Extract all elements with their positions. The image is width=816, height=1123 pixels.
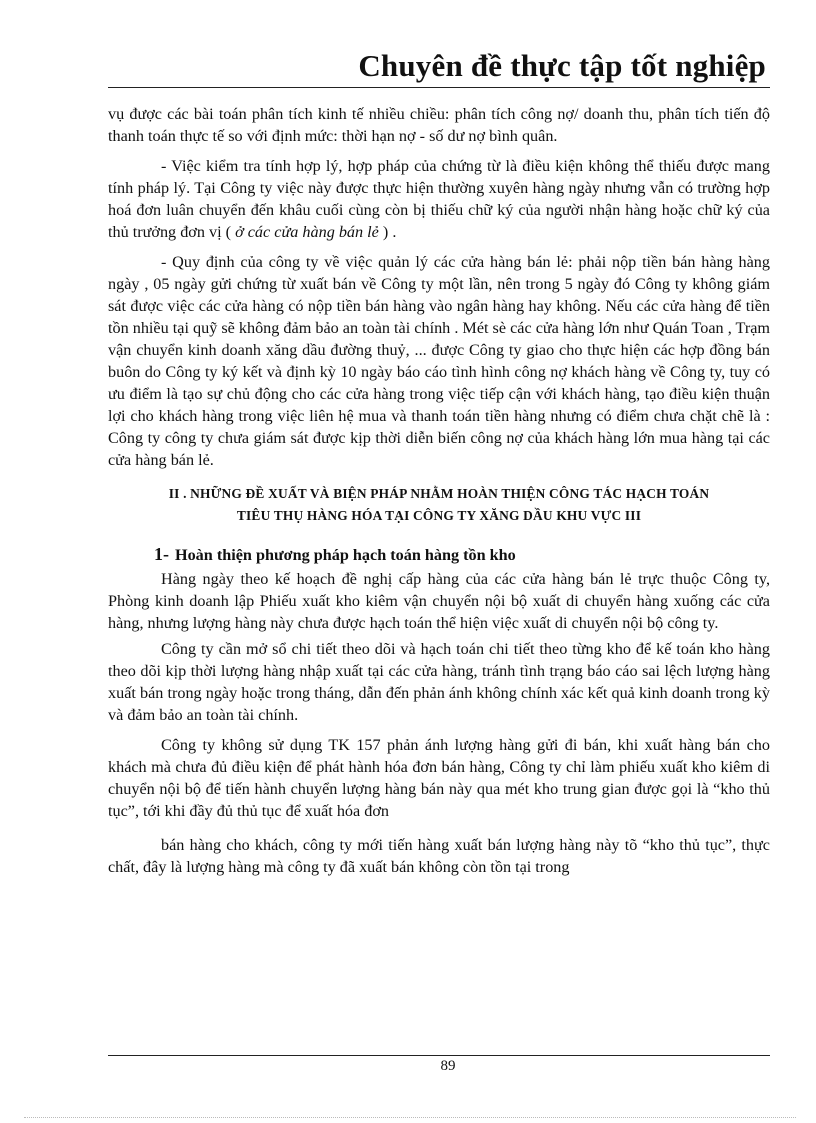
header-divider: [108, 87, 770, 88]
section-heading-line-2: TIÊU THỤ HÀNG HÓA TẠI CÔNG TY XĂNG DẦU KHU VỰC III: [236, 508, 642, 523]
page-header-title: Chuyên đề thực tập tốt nghiệp: [358, 48, 766, 83]
subsection-title: Hoàn thiện phương pháp hạch toán hàng tồn kho: [175, 546, 516, 564]
paragraph-2-italic: ở các cửa hàng bán lẻ: [231, 223, 379, 241]
page-edge-dotted-line: [24, 1117, 796, 1118]
footer-divider: [108, 1055, 770, 1056]
paragraph-4: Hàng ngày theo kế hoạch đề nghị cấp hàng của các cửa hàng bán lẻ trực thuộc Công ty, Phòng kinh doanh lập Phiếu xuất kho kiêm vận chuyển nội bộ xuất di chuyển hàng xuống các cửa hàng, nhưng lượng hàng này chưa được hạch toán thể hiện việc xuất di chuyển nội bộ công ty.: [108, 570, 770, 632]
paragraph-6: Công ty không sử dụng TK 157 phản ánh lượng hàng gửi đi bán, khi xuất hàng bán cho khách mà chưa đủ điều kiện để phát hành hóa đơn bán hàng, Công ty chỉ làm phiếu xuất kho kiêm di chuyển nội bộ để tiến hành chuyển lượng hàng bán này qua mét kho trung gian được gọi là “kho thủ tục”, tới khi đầy đủ thủ tục để xuất hóa đơn: [108, 736, 770, 820]
paragraph-3: - Quy định của công ty về việc quản lý các cửa hàng bán lẻ: phải nộp tiền bán hàng hàng ngày , 05 ngày gửi chứng từ xuất bán về Công ty một lần, nên trong 5 ngày đó Công ty không giám sát được việc các cửa hàng có nộp tiền bán hàng vào ngân hàng hay không. Nếu các cửa hàng để tiền tồn nhiều tại quỹ sẽ không đảm bảo an toàn tài chính . Mét sè các cửa hàng lớn như Quán Toan , Trạm vận chuyển kinh doanh xăng dầu đường thuỷ, ... được Công ty giao cho thực hiện các hợp đồng bán buôn do Công ty ký kết và định kỳ 10 ngày báo cáo tình hình công nợ khách hàng về Công ty, tuy có ưu điểm là tạo sự chủ động cho các cửa hàng trong việc tiếp cận với khách hàng, tạo điều kiện thuận lợi cho khách hàng trong việc liên hệ mua và thanh toán tiền hàng nhưng có điểm chưa chặt chẽ là : Công ty công ty chưa giám sát được kịp thời diễn biến công nợ của khách hàng lớn mua hàng tại các cửa hàng bán lẻ.: [108, 253, 770, 469]
paragraph-2: [108, 155, 770, 243]
document-body: [108, 103, 770, 878]
page-number: 89: [440, 1058, 456, 1074]
section-heading-line-1: II . NHỮNG ĐỀ XUẤT VÀ BIỆN PHÁP NHẰM HOÀN THIỆN CÔNG TÁC HẠCH TOÁN: [168, 486, 710, 501]
section-heading: [108, 483, 770, 527]
paragraph-7: bán hàng cho khách, công ty mới tiến hàng xuất bán lượng hàng này tõ “kho thủ tục”, thực chất, đây là lượng hàng mà công ty đã xuất bán không còn tồn tại trong: [108, 836, 770, 876]
subsection-heading: [154, 543, 770, 566]
paragraph-1: vụ được các bài toán phân tích kinh tế nhiều chiều: phân tích công nợ/ doanh thu, phân tích tiến độ thanh toán thực tế so với định mức: thời hạn nợ - số dư nợ bình quân.: [108, 105, 770, 145]
subsection-number: 1-: [154, 544, 169, 564]
paragraph-2-main: - Việc kiểm tra tính hợp lý, hợp pháp của chứng từ là điều kiện không thể thiếu được mang tính pháp lý. Tại Công ty việc này được thực hiện thường xuyên hàng ngày nhưng vẫn có trường hợp hoá đơn luân chuyển đến khâu cuối cùng còn bị thiếu chữ ký của người nhận hàng hoặc chữ ký của thủ trưởng đơn vị (: [108, 157, 770, 241]
paragraph-2-end: ) .: [378, 223, 397, 241]
paragraph-5: Công ty cần mở sổ chi tiết theo dõi và hạch toán chi tiết theo từng kho để kế toán kho hàng theo dõi kịp thời lượng hàng nhập xuất tại các cửa hàng, tránh tình trạng báo cáo sai lệch lượng hàng xuất bán trong ngày hoặc trong tháng, dẫn đến phản ánh không chính xác kết quả kinh doanh trong kỳ và đảm bảo an toàn tài chính.: [108, 640, 770, 724]
